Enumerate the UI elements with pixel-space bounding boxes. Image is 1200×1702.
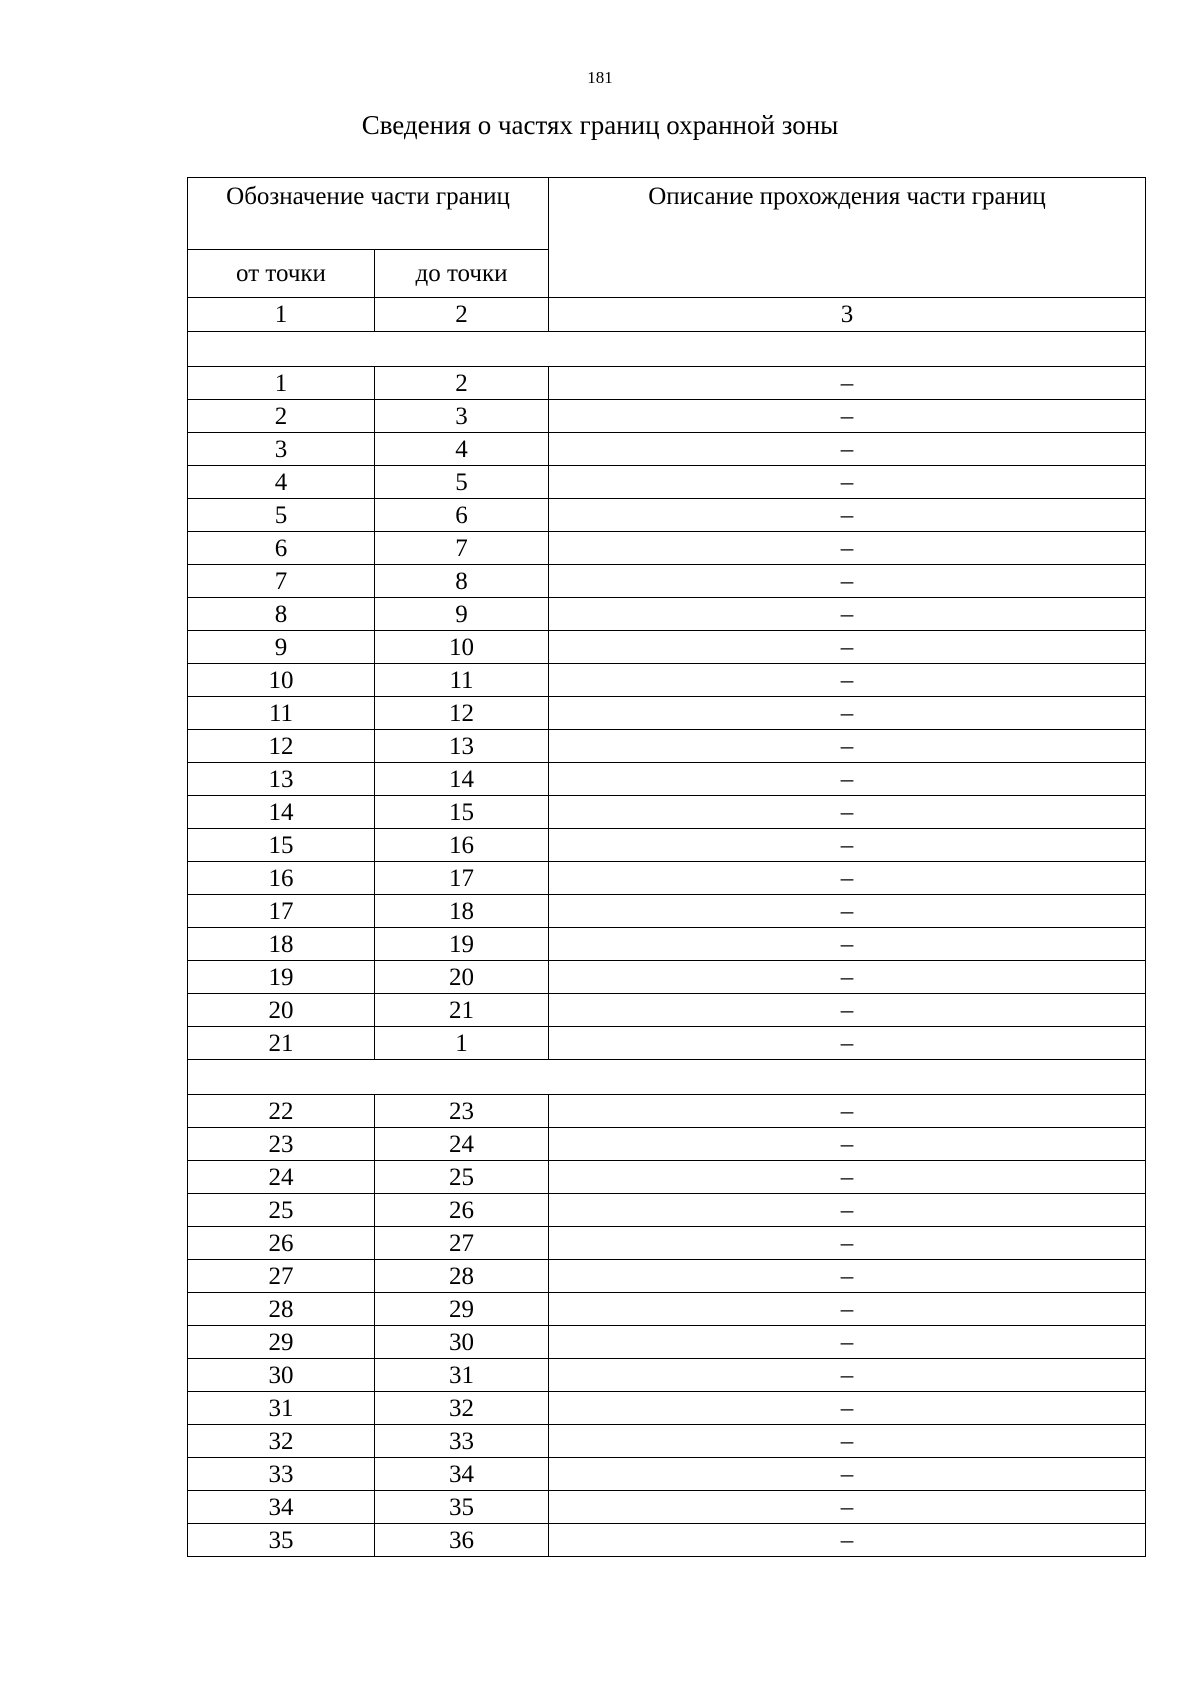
table-row (188, 763, 1146, 796)
from-point-cell: 35 (188, 1524, 375, 1557)
description-cell: – (549, 664, 1146, 697)
column-number: 2 (375, 298, 549, 332)
from-point-cell: 19 (188, 961, 375, 994)
to-point-cell: 2 (375, 367, 549, 400)
table-row (188, 961, 1146, 994)
to-point-cell: 7 (375, 532, 549, 565)
table-row (188, 367, 1146, 400)
description-cell: – (549, 598, 1146, 631)
table-row (188, 994, 1146, 1027)
description-cell: – (549, 1095, 1146, 1128)
description-cell: – (549, 1524, 1146, 1557)
description-cell: – (549, 928, 1146, 961)
description-cell: – (549, 697, 1146, 730)
table-row (188, 1095, 1146, 1128)
from-point-cell: 2 (188, 400, 375, 433)
table-row (188, 1128, 1146, 1161)
from-point-cell: 1 (188, 367, 375, 400)
column-number: 1 (188, 298, 375, 332)
description-cell: – (549, 862, 1146, 895)
to-point-cell: 15 (375, 796, 549, 829)
to-point-cell: 8 (375, 565, 549, 598)
table-row (188, 433, 1146, 466)
from-point-cell: 24 (188, 1161, 375, 1194)
from-point-cell: 13 (188, 763, 375, 796)
from-point-cell: 21 (188, 1027, 375, 1060)
table-row (188, 565, 1146, 598)
to-point-cell: 28 (375, 1260, 549, 1293)
header-to-point: до точки (375, 250, 549, 298)
description-cell: – (549, 1227, 1146, 1260)
table-row (188, 697, 1146, 730)
from-point-cell: 30 (188, 1359, 375, 1392)
table-body (188, 178, 1146, 1557)
to-point-cell: 11 (375, 664, 549, 697)
description-cell: – (549, 829, 1146, 862)
description-cell: – (549, 1161, 1146, 1194)
to-point-cell: 21 (375, 994, 549, 1027)
header-from-point: от точки (188, 250, 375, 298)
boundary-parts-table (187, 177, 1146, 1557)
from-point-cell: 11 (188, 697, 375, 730)
page-title: Сведения о частях границ охранной зоны (361, 110, 839, 140)
table-row (188, 1458, 1146, 1491)
to-point-cell: 14 (375, 763, 549, 796)
to-point-cell: 3 (375, 400, 549, 433)
from-point-cell: 29 (188, 1326, 375, 1359)
table-row (188, 928, 1146, 961)
table-row (188, 1027, 1146, 1060)
from-point-cell: 22 (188, 1095, 375, 1128)
to-point-cell: 1 (375, 1027, 549, 1060)
from-point-cell: 5 (188, 499, 375, 532)
description-cell: – (549, 763, 1146, 796)
table-row (188, 631, 1146, 664)
from-point-cell: 14 (188, 796, 375, 829)
description-cell: – (549, 961, 1146, 994)
column-number: 3 (549, 298, 1146, 332)
to-point-cell: 27 (375, 1227, 549, 1260)
from-point-cell: 10 (188, 664, 375, 697)
from-point-cell: 18 (188, 928, 375, 961)
from-point-cell: 20 (188, 994, 375, 1027)
to-point-cell: 33 (375, 1425, 549, 1458)
to-point-cell: 4 (375, 433, 549, 466)
to-point-cell: 30 (375, 1326, 549, 1359)
table-row (188, 664, 1146, 697)
to-point-cell: 5 (375, 466, 549, 499)
description-cell: – (549, 1326, 1146, 1359)
from-point-cell: 31 (188, 1392, 375, 1425)
table-row (188, 829, 1146, 862)
from-point-cell: 26 (188, 1227, 375, 1260)
from-point-cell: 28 (188, 1293, 375, 1326)
table-row (188, 1293, 1146, 1326)
from-point-cell: 34 (188, 1491, 375, 1524)
from-point-cell: 32 (188, 1425, 375, 1458)
to-point-cell: 18 (375, 895, 549, 928)
table-row (188, 1392, 1146, 1425)
description-cell: – (549, 1260, 1146, 1293)
table-row (188, 1524, 1146, 1557)
to-point-cell: 16 (375, 829, 549, 862)
table-row (188, 862, 1146, 895)
from-point-cell: 27 (188, 1260, 375, 1293)
to-point-cell: 36 (375, 1524, 549, 1557)
table-row (188, 400, 1146, 433)
to-point-cell: 12 (375, 697, 549, 730)
header-boundary-description: Описание прохождения части границ (549, 178, 1146, 298)
table-row (188, 532, 1146, 565)
table-row (188, 895, 1146, 928)
to-point-cell: 23 (375, 1095, 549, 1128)
from-point-cell: 25 (188, 1194, 375, 1227)
table-row (188, 499, 1146, 532)
description-cell: – (549, 994, 1146, 1027)
to-point-cell: 19 (375, 928, 549, 961)
from-point-cell: 12 (188, 730, 375, 763)
description-cell: – (549, 1128, 1146, 1161)
from-point-cell: 15 (188, 829, 375, 862)
to-point-cell: 32 (375, 1392, 549, 1425)
description-cell: – (549, 532, 1146, 565)
from-point-cell: 33 (188, 1458, 375, 1491)
table-row (188, 1260, 1146, 1293)
table-row (188, 1425, 1146, 1458)
description-cell: – (549, 433, 1146, 466)
description-cell: – (549, 1392, 1146, 1425)
to-point-cell: 29 (375, 1293, 549, 1326)
to-point-cell: 6 (375, 499, 549, 532)
to-point-cell: 34 (375, 1458, 549, 1491)
description-cell: – (549, 1359, 1146, 1392)
table-row (188, 796, 1146, 829)
to-point-cell: 25 (375, 1161, 549, 1194)
description-cell: – (549, 466, 1146, 499)
table-row (188, 1359, 1146, 1392)
from-point-cell: 16 (188, 862, 375, 895)
from-point-cell: 8 (188, 598, 375, 631)
to-point-cell: 20 (375, 961, 549, 994)
page-number: 181 (587, 68, 613, 87)
description-cell: – (549, 796, 1146, 829)
to-point-cell: 13 (375, 730, 549, 763)
table-row (188, 730, 1146, 763)
table-row (188, 1161, 1146, 1194)
table-row (188, 1326, 1146, 1359)
header-row (188, 178, 1146, 250)
header-boundary-designation: Обозначение части границ (188, 178, 549, 250)
from-point-cell: 23 (188, 1128, 375, 1161)
description-cell: – (549, 367, 1146, 400)
description-cell: – (549, 1194, 1146, 1227)
table-row (188, 466, 1146, 499)
table-row (188, 1227, 1146, 1260)
from-point-cell: 9 (188, 631, 375, 664)
from-point-cell: 7 (188, 565, 375, 598)
section-separator-row (188, 1060, 1146, 1095)
description-cell: – (549, 1293, 1146, 1326)
description-cell: – (549, 1425, 1146, 1458)
description-cell: – (549, 1027, 1146, 1060)
description-cell: – (549, 631, 1146, 664)
to-point-cell: 26 (375, 1194, 549, 1227)
to-point-cell: 17 (375, 862, 549, 895)
from-point-cell: 3 (188, 433, 375, 466)
description-cell: – (549, 1458, 1146, 1491)
to-point-cell: 24 (375, 1128, 549, 1161)
column-number-row (188, 298, 1146, 332)
description-cell: – (549, 565, 1146, 598)
to-point-cell: 9 (375, 598, 549, 631)
description-cell: – (549, 730, 1146, 763)
to-point-cell: 10 (375, 631, 549, 664)
section-separator-cell (188, 332, 1146, 367)
from-point-cell: 17 (188, 895, 375, 928)
description-cell: – (549, 400, 1146, 433)
to-point-cell: 35 (375, 1491, 549, 1524)
table-row (188, 1194, 1146, 1227)
section-separator-cell (188, 1060, 1146, 1095)
description-cell: – (549, 895, 1146, 928)
description-cell: – (549, 499, 1146, 532)
table-row (188, 598, 1146, 631)
section-separator-row (188, 332, 1146, 367)
from-point-cell: 4 (188, 466, 375, 499)
from-point-cell: 6 (188, 532, 375, 565)
description-cell: – (549, 1491, 1146, 1524)
to-point-cell: 31 (375, 1359, 549, 1392)
table-row (188, 1491, 1146, 1524)
